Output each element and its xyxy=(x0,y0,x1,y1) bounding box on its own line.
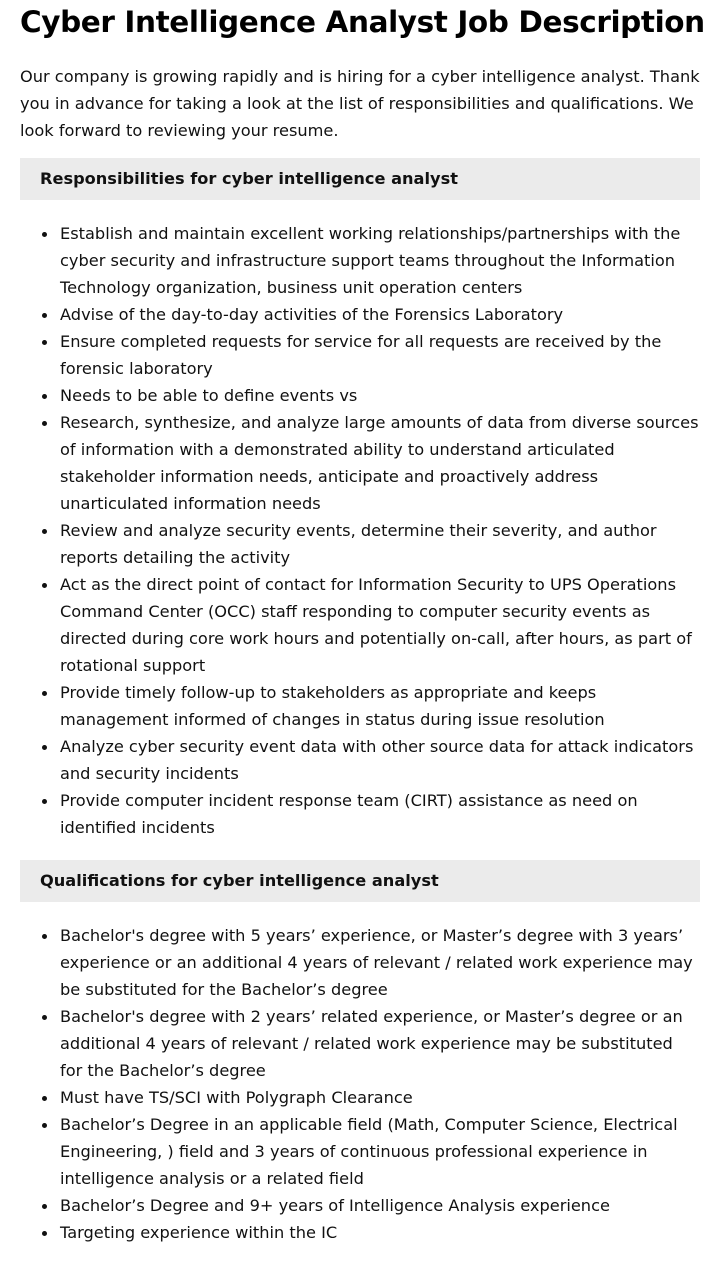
responsibilities-heading: Responsibilities for cyber intelligence analyst xyxy=(20,158,700,200)
list-item: Bachelor's degree with 5 years’ experience, or Master’s degree with 3 years’ experience or an additional 4 years of relevant / related work experience may be substituted for the Bachelor’s degree xyxy=(60,922,700,1003)
list-item: Advise of the day-to-day activities of the Forensics Laboratory xyxy=(60,301,700,328)
list-item: Ensure completed requests for service for all requests are received by the forensic laboratory xyxy=(60,328,700,382)
list-item: Bachelor’s Degree and 9+ years of Intelligence Analysis experience xyxy=(60,1192,700,1219)
list-item: Targeting experience within the IC xyxy=(60,1219,700,1246)
qualifications-list xyxy=(20,922,700,1246)
list-item: Must have TS/SCI with Polygraph Clearance xyxy=(60,1084,700,1111)
list-item: Act as the direct point of contact for Information Security to UPS Operations Command Center (OCC) staff responding to computer security events as directed during core work hours and potentially on-call, after hours, as part of rotational support xyxy=(60,571,700,679)
qualifications-heading: Qualifications for cyber intelligence analyst xyxy=(20,860,700,902)
list-item: Needs to be able to define events vs xyxy=(60,382,700,409)
list-item: Bachelor's degree with 2 years’ related experience, or Master’s degree or an additional 4 years of relevant / related work experience may be substituted for the Bachelor’s degree xyxy=(60,1003,700,1084)
list-item: Analyze cyber security event data with other source data for attack indicators and security incidents xyxy=(60,733,700,787)
intro-paragraph: Our company is growing rapidly and is hiring for a cyber intelligence analyst. Thank you in advance for taking a look at the list of responsibilities and qualifications. We look forward to reviewing your resume. xyxy=(20,67,700,140)
list-item: Review and analyze security events, determine their severity, and author reports detailing the activity xyxy=(60,517,700,571)
list-item: Establish and maintain excellent working relationships/partnerships with the cyber security and infrastructure support teams throughout the Information Technology organization, business unit operation centers xyxy=(60,220,700,301)
list-item: Provide timely follow-up to stakeholders as appropriate and keeps management informed of changes in status during issue resolution xyxy=(60,679,700,733)
responsibilities-list xyxy=(20,220,700,841)
page-title: Cyber Intelligence Analyst Job Description xyxy=(20,5,705,39)
list-item: Provide computer incident response team (CIRT) assistance as need on identified incidents xyxy=(60,787,700,841)
list-item: Bachelor’s Degree in an applicable field (Math, Computer Science, Electrical Engineering, ) field and 3 years of continuous professional experience in intelligence analysis or a related field xyxy=(60,1111,700,1192)
list-item: Research, synthesize, and analyze large amounts of data from diverse sources of information with a demonstrated ability to understand articulated stakeholder information needs, anticipate and proactively address unarticulated information needs xyxy=(60,409,700,517)
